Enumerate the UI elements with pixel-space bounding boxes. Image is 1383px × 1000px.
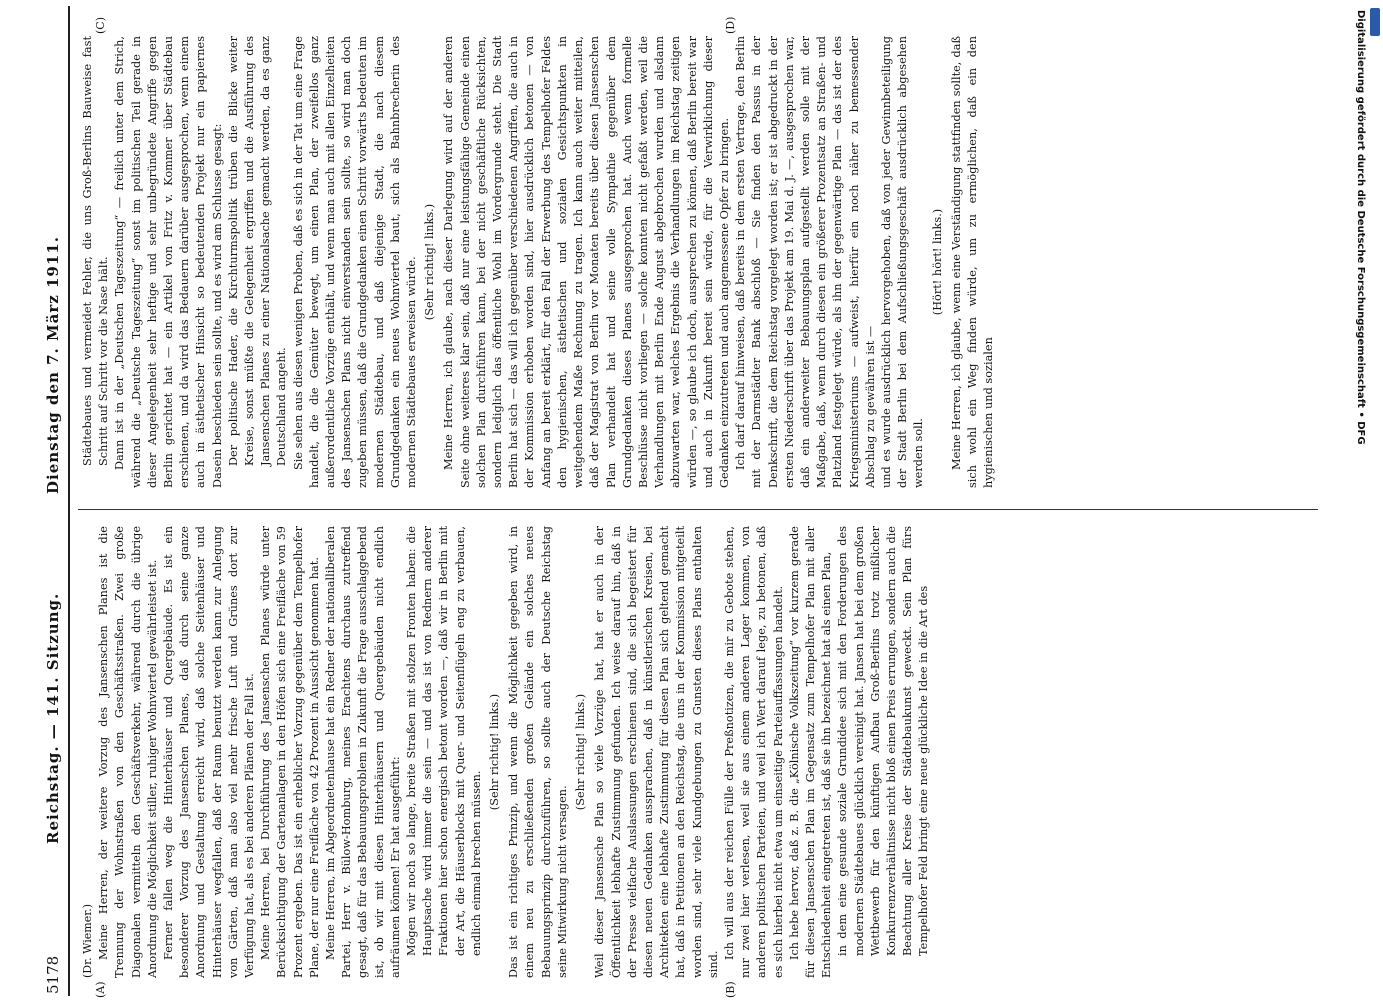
column-divider xyxy=(78,509,1318,510)
interjection: (Hört! hört! links.) xyxy=(930,208,944,316)
paragraph: Ich darf darauf hinweisen, daß bereits in dem ersten Vertrage, den Berlin mit der Darmstädter Bank abschloß — Sie finden den Passus in der Denkschrift, die dem Reichstag vorgelegt worden ist; er ist abgedruckt in der ersten Niederschrift über das Projekt am 19. Mai d. J. —, ausgesprochen war, daß ein anderweiter Bebauungsplan aufgestellt werden solle mit der Maßgabe, daß, wenn durch diesen ein größerer Prozentsatz an Straßen- und Platzland festgelegt würde, als ihn der gegenwärtige Plan — das ist der des Kriegsministeriums — aufweist, hierfür ein noch näher zu bemessender Abschlag zu gewähren ist — xyxy=(734,36,877,488)
left-column xyxy=(80,526,1320,978)
margin-marker-c: (C) xyxy=(94,17,107,34)
paragraph: Meine Herren, im Abgeordnetenhause hat ein Redner der nationalliberalen Partei, Herr v. Bülow-Homburg, meines Erachtens durchaus zutreffend gesagt, daß für das Bebauungsproblem in Zukunft die Frage ausschlaggebend ist, ob wir mit diesen Hinterhäusern und Quergebäuden nicht endlich aufräumen können! Er hat ausgeführt: xyxy=(324,526,402,978)
paragraph: Dann ist in der „Deutschen Tageszeitung“ — freilich unter dem Strich, während die „Deutsche Tageszeitung“ sonst im politischen Teil gerade in dieser Angelegenheit sehr heftige und sehr unbegründete Angriffe gegen Berlin gerichtet hat — ein Artikel von Fritz v. Kommer über Städtebau erschienen, und da wird das Bedauern darüber ausgesprochen, wenn einem auch in ästhetischer Hinsicht so bedeutenden Projekt nur ein papiernes Dasein beschieden sein sollte, und es wird am Schlusse gesagt: xyxy=(113,36,224,488)
session-date: Dienstag den 7. März 1911. xyxy=(44,236,62,494)
interjection: (Sehr richtig! links.) xyxy=(574,693,588,811)
header-rule xyxy=(68,6,70,996)
paragraph: Ferner fallen weg die Hinterhäuser und Quergebäude. Es ist ein besonderer Vorzug des Jansenschen Planes, daß durch seine ganze Anordnung und Gestaltung erreicht wird, daß solche Seitenhäuser und Hinterhäuser wegfallen, daß der Raum benutzt werden kann zur Anlegung von Gärten, daß man also viel mehr frische Luft und Grünes dort zur Verfügung hat, als es bei anderen Plänen der Fall ist. xyxy=(162,526,257,978)
paragraph: Ich hebe hervor, daß z. B. die „Kölnische Volkszeitung“ vor kurzem gerade für diesen Jansenschen Plan im Gegensatz zum Tempelhofer Plan mit aller Entschiedenheit eingetreten ist, daß sie ihn bezeichnet hat als einen Plan, xyxy=(787,526,834,978)
margin-marker-a: (A) xyxy=(94,981,107,998)
quotation: Mögen wir noch so lange, breite Straßen mit stolzen Fronten haben: die Hauptsache wird immer die sein — und das ist von Rednern anderer Fraktionen hier schon energisch betont worden —, daß wir in Berlin mit der Art, die Häuserblocks mit Quer- und Seitenflügeln eng zu verbauen, endlich einmal brechen müssen. xyxy=(405,526,483,956)
interjection: (Sehr richtig! links.) xyxy=(423,203,437,321)
paragraph: Sie sehen aus diesen wenigen Proben, daß es sich in der Tat um eine Frage handelt, die die Gemüter bewegt, um einen Plan, der zweifellos ganz außerordentliche Vorzüge enthält, und wenn man auch mit allen Einzelheiten des Jansenschen Plans nicht einverstanden sein sollte, so wird man doch zugeben müssen, daß die Grundgedanken einen Schritt vorwärts bedeuten im modernen Städtebau, und daß diejenige Stadt, die nach diesem Grundgedanken ein neues Wohnviertel baut, sich als Bahnbrecherin des modernen Städtebaues erweisen würde. xyxy=(291,36,419,488)
speaker-attribution: (Dr. Wiemer.) xyxy=(81,903,94,978)
dfg-logo xyxy=(1370,8,1380,36)
quotation: Der politische Hader, die Kirchturmspolitik trüben die Blicke weiter Kreise, sonst müßte die Gelegenheit ergriffen und die Ausführung des Jansenschen Planes zu einer Nationalsache gemacht werden, da es ganz Deutschland angeht. xyxy=(226,36,289,466)
paragraph: Meine Herren, der weitere Vorzug des Jansenschen Planes ist die Trennung der Wohnstraßen von den Geschäftsstraßen. Zwei große Diagonalen vermitteln den Geschäftsverkehr, während durch die übrige Anordnung die Möglichkeit stiller, ruhiger Wohnviertel gewährleistet ist. xyxy=(97,526,159,978)
paragraph: und es wurde ausdrücklich hervorgehoben, daß von jeder Gewinnbeteiligung der Stadt Berlin bei dem Aufschließungsgeschäft ausdrücklich abgesehen werden soll. xyxy=(879,36,926,488)
margin-marker-b: (B) xyxy=(724,981,737,998)
interjection: (Sehr richtig! links.) xyxy=(488,693,502,811)
session-title: Reichstag. — 141. Sitzung. xyxy=(44,592,62,844)
document-page xyxy=(34,0,1336,1000)
page-number: 5178 xyxy=(44,955,62,994)
paragraph: Ich will aus der reichen Fülle der Preßnotizen, die mir zu Gebote stehen, nur zwei hier verlesen, weil sie aus einem anderen Lager kommen, von anderen politischen Parteien, und weil ich Wert darauf lege, zu betonen, daß es sich hierbei nicht etwa um einseitige Parteiauffassungen handelt. xyxy=(722,526,785,978)
paragraph: Meine Herren, ich glaube, nach dieser Darlegung wird auf der anderen Seite ohne weiteres klar sein, daß nur eine leistungsfähige Gemeinde einen solchen Plan durchführen kann, bei der nicht geschäftliche Rücksichten, sondern lediglich das öffentliche Wohl im Vordergrunde steht. Die Stadt Berlin hat sich — das will ich gegenüber verschiedenen Angriffen, die auch in der Kommission erhoben worden sind, hier ausdrücklich betonen — von Anfang an bereit erklärt, für den Fall der Erwerbung des Tempelhofer Feldes den hygienischen, ästhetischen und sozialen Gesichtspunkten in weitgehendem Maße Rechnung zu tragen. Ich kann auch weiter mitteilen, daß der Magistrat von Berlin vor Monaten bereits über diesen Jansenschen Plan verhandelt hat und seine volle Sympathie gegenüber dem Grundgedanken dieses Planes ausgesprochen hat. Auch wenn formelle Beschlüsse nicht vorliegen — solche konnten nicht gefaßt werden, weil die Verhandlungen mit Berlin Ende August abgebrochen wurden und alsdann abzuwarten war, welches Ergebnis die Verhandlungen im Reichstag zeitigen würden —, so glaube ich doch, aussprechen zu können, daß Berlin bereit war und auch in Zukunft bereit sein würde, für die Verwirklichung dieser Gedanken einzutreten und auch angemessene Opfer zu bringen. xyxy=(442,36,731,488)
margin-marker-d: (D) xyxy=(724,16,737,34)
quotation: Städtebaues und vermeidet Fehler, die uns Groß-Berlins Bauweise fast Schritt auf Schritt vor die Nase hält. xyxy=(81,36,111,466)
paragraph: Weil dieser Jansensche Plan so viele Vorzüge hat, hat er auch in der Öffentlichkeit lebhafte Zustimmung gefunden. Ich weise darauf hin, daß in der Presse vielfache Auslassungen erschienen sind, die sich begeistert für diesen neuen Gedanken aussprachen, daß in künstlerischen Kreisen, bei Architekten eine lebhafte Zustimmung für diesen Plan sich geltend gemacht hat, daß in Petitionen an den Reichstag, die uns in der Kommission mitgeteilt worden sind, sehr viele Kundgebungen zu Gunsten dieses Plans enthalten sind. xyxy=(593,526,720,978)
paragraph: Das ist ein richtiges Prinzip, und wenn die Möglichkeit gegeben wird, in einem neu zu erschließenden großen Gelände ein solches neues Bebauungsprinzip durchzuführen, so sollte auch der Deutsche Reichstag seine Mitwirkung nicht versagen. xyxy=(507,526,569,978)
right-column xyxy=(80,36,1320,488)
paragraph: Meine Herren, bei Durchführung des Jansenschen Planes würde unter Berücksichtigung der Gartenanlagen in den Höfen sich eine Freifläche von 59 Prozent ergeben. Das ist ein erheblicher Vorzug gegenüber dem Tempelhofer Plane, der nur eine Freifläche von 42 Prozent in Aussicht genommen hat. xyxy=(259,526,321,978)
quotation: in dem eine gesunde soziale Grundidee sich mit den Forderungen des modernen Städtebaues glücklich vereinigt hat. Jansen hat bei dem großen Wettbewerb für den künftigen Aufbau Groß-Berlins trotz mißlicher Konkurrenzverhältnisse nicht bloß einen Preis errungen, sondern auch die Beachtung aller Kreise der Städtebaukunst geweckt. Sein Plan fürs Tempelhofer Feld bringt eine neue glückliche Idee in die Art des xyxy=(836,526,931,956)
running-header xyxy=(40,8,66,994)
paragraph: Meine Herren, ich glaube, wenn eine Verständigung stattfinden sollte, daß sich wohl ein Weg finden würde, um zu ermöglichen, daß ein den hygienischen und sozialen xyxy=(949,36,996,488)
digitization-credit: Digitalisierung gefördert durch die Deutsche Forschungsgemeinschaft • DFG xyxy=(1355,10,1366,445)
